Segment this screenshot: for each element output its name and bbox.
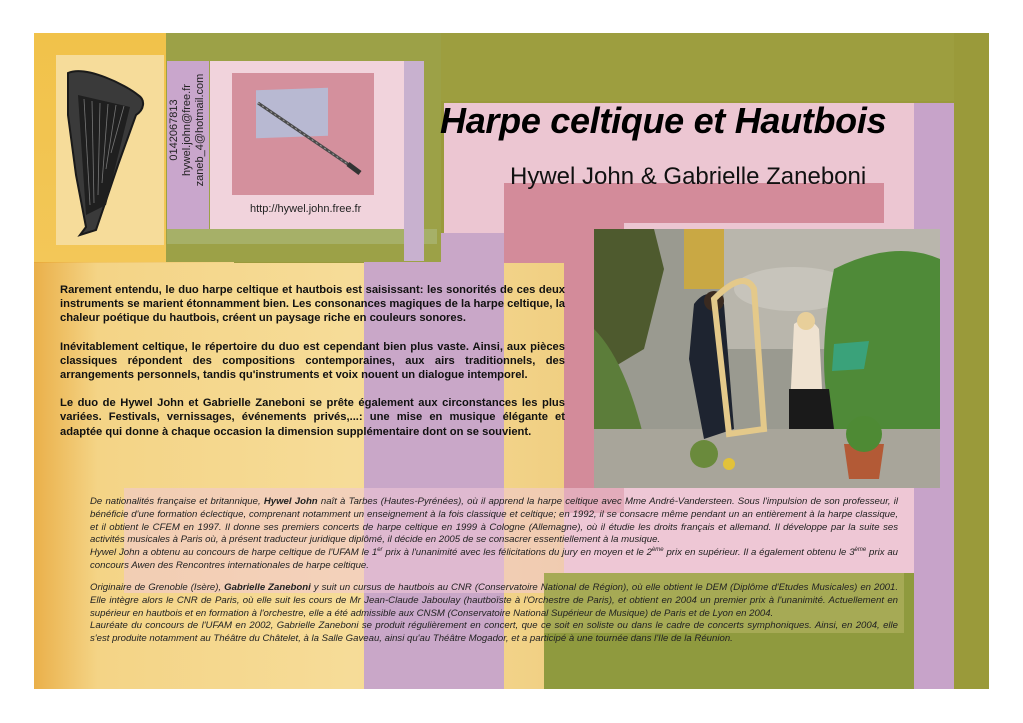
intro-paragraph: Rarement entendu, le duo harpe celtique et hautbois est saisissant: les sonorités de ces deux instruments se marient étonnamment bien. Les consonances magiques de la harpe celtique, la chaleur poétique du hautbois, créent un paysage riche en couleurs sonores.: [60, 284, 565, 325]
bio-text: Hywel John a obtenu au concours de harpe celtique de l'UFAM le 1: [90, 547, 378, 559]
bg-olive-band: [439, 33, 989, 101]
superscript: ème: [651, 547, 664, 553]
bio-text: prix au concours Awen des Rencontres internationales de harpe celtique.: [90, 547, 898, 571]
intro-paragraph: Inévitablement celtique, le répertoire du duo est cependant bien plus vaste. Ainsi, aux pièces classiques répondent des compositions contemporaines, aux airs traditionnels, des arrangements personnels, tandis qu'instruments et voix nouent un dialogue intemporel.: [60, 340, 565, 382]
email-link-hywel[interactable]: hywel.john@free.fr: [181, 84, 193, 176]
superscript: ème: [854, 547, 867, 553]
contact-info: [168, 50, 207, 210]
bio-name: Gabrielle Zaneboni: [224, 582, 311, 593]
bio-paragraph: [90, 582, 898, 620]
intro-section: [60, 283, 565, 453]
page-subtitle: Hywel John & Gabrielle Zaneboni: [510, 163, 867, 190]
phone-number: 0142067813: [168, 99, 180, 161]
bio-text: prix à l'unanimité avec les félicitations du jury en moyen et le 2: [382, 547, 652, 559]
bg-olive-right: [954, 33, 989, 689]
superscript: er: [377, 547, 383, 553]
website-link[interactable]: http://hywel.john.free.fr: [250, 203, 362, 215]
harp-icon: [56, 55, 164, 245]
intro-paragraph: Le duo de Hywel John et Gabrielle Zaneboni se prête également aux circonstances les plus variées. Festivals, vernissages, événements privés,...: une mise en musique élégante et adaptée qui donne à chaque occasion la dimension supplémentaire dont on se souvient.: [60, 397, 565, 438]
header-card: [34, 33, 441, 262]
bio-hywel: [90, 496, 898, 573]
bio-text: y suit un cursus de hautbois au CNR (Conservatoire National de Région), où elle obtient le DEM (Diplôme d'Etudes Musicales) en 2001. Elle intègre alors le CNR de Paris, où elle suit les cours de Mr Jean-Claude Jaboulay (hautboïste à l'Orchestre de Paris), et obtient en 2004 un premier prix à l'unanimité. Actuellement en supérieur en hautbois et en formation à l'orchestre, elle a été admissible aux CNSM (Conservatoire National Supérieur de Musique) de Paris et de Lyon en 2004.: [90, 582, 898, 619]
bio-text: De nationalités française et britannique,: [90, 496, 264, 507]
page-title: Harpe celtique et Hautbois: [440, 100, 887, 141]
green-strip: [167, 229, 437, 244]
bio-paragraph: Lauréate du concours de l'UFAM en 2002, Gabrielle Zaneboni se produit régulièrement en concert, que ce soit en soliste ou dans le cadre de concerts symphoniques. Ainsi, en 2004, elle s'est produite notamment au Théâtre du Châtelet, à la Salle Gaveau, ainsi qu'au Théâtre Mogador, et a participé à une tournée dans l'Ile de la Réunion.: [90, 620, 898, 645]
bio-name: Hywel John: [263, 496, 318, 507]
lavender-strip: [404, 61, 424, 261]
duo-photo: [594, 229, 940, 488]
bio-text: naît à Tarbes (Hautes-Pyrénées), où il apprend la harpe celtique avec Mme André-Vandersteen. Sous l'impulsion de son professeur, il bénéficie d'une formation éclectique, comprenant notamment un enseignement à la fois classique et celtique; en 1992, il se consacre même pendant un an entièrement à la harpe classique, et il obtient le CFEM en 1997. Il donne ses premiers concerts de harpe celtique en 1999 à Cologne (Allemagne), où il étudie les droits français et allemand. Il développe par la suite ses activités musicales à Paris où, à présent traducteur juridique diplômé, il décide en 2005 de se consacrer essentiellement à la musique.: [90, 496, 898, 546]
bio-text: Originaire de Grenoble (Isère),: [90, 582, 225, 593]
harp-frame: [56, 55, 164, 245]
bio-paragraph: [90, 496, 898, 547]
email-link-gabrielle[interactable]: zaneb_4@hotmail.com: [194, 73, 206, 187]
photo-illustration: [594, 229, 940, 488]
bio-paragraph: [90, 547, 898, 573]
bio-text: prix en supérieur. Il a également obtenu le 3: [663, 547, 855, 559]
bio-gabrielle: [90, 582, 898, 646]
oboe-icon: [254, 97, 364, 177]
